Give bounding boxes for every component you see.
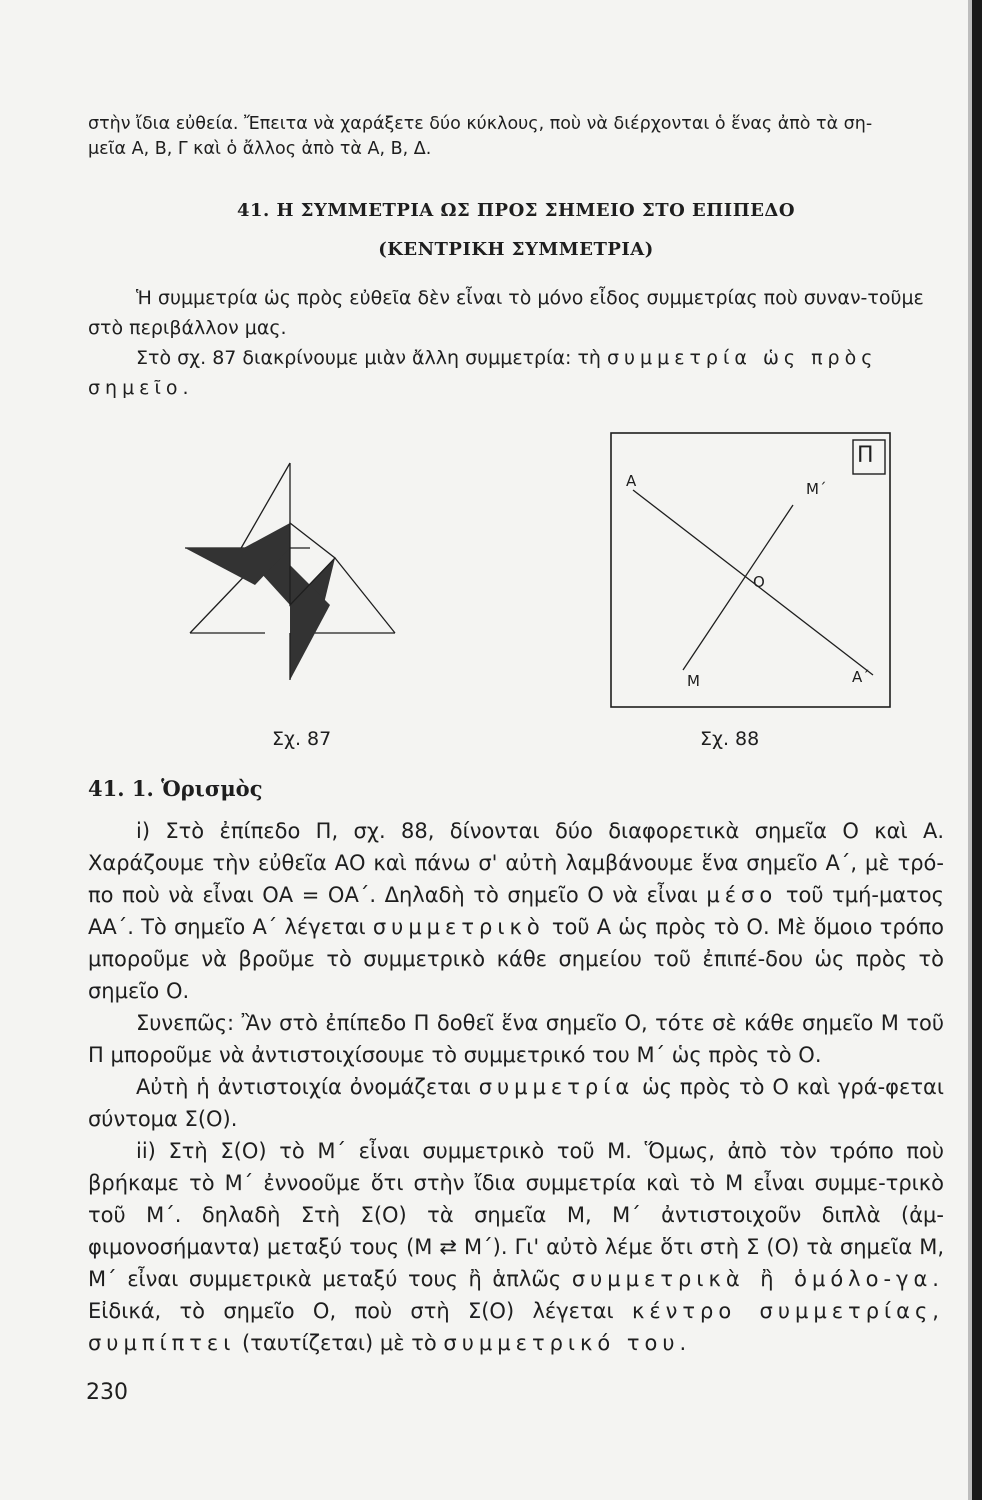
figure-88-label-O: Ο	[753, 573, 765, 591]
section-paragraph-2-start: Στὸ σχ. 87 διακρίνουμε μιὰν ἄλλη συμμετρία: τὴ	[136, 347, 601, 369]
definition-ii-spaced-3: συμπίπτει	[88, 1331, 236, 1355]
figure-87-caption: Σχ. 87	[272, 728, 332, 750]
section-body	[88, 283, 944, 403]
figure-88-label-A-prime: Α΄	[852, 668, 870, 686]
correspondence-spaced: συμμετρία	[478, 1075, 635, 1099]
consequence-paragraph: Συνεπῶς: Ἂν στὸ ἐπίπεδο Π δοθεῖ ἕνα σημεῖο Ο, τότε σὲ κάθε σημεῖο Μ τοῦ Π μποροῦμε νὰ ἀντιστοιχίσουμε τὸ συμμετρικό του Μ΄ ὡς πρὸς τὸ Ο.	[88, 1011, 944, 1067]
correspondence-text-1: Αὐτὴ ἡ ἀντιστοιχία ὀνομάζεται	[136, 1075, 471, 1099]
figure-88-label-M-prime: Μ΄	[806, 480, 827, 498]
page-number: 230	[86, 1380, 128, 1405]
figure-88-label-A: Α	[626, 472, 637, 490]
intro-line-1: στὴν ἴδια εὐθεία. Ἔπειτα νὰ χαράξετε δύο κύκλους, ποὺ νὰ διέρχονται ὁ ἕνας ἀπὸ τὰ ση-	[88, 114, 873, 134]
subsection	[88, 776, 944, 1359]
definition-ii-text-2: Εἰδικά, τὸ σημεῖο Ο, ποὺ στὴ Σ(Ο) λέγεται	[88, 1299, 614, 1323]
correspondence-paragraph	[88, 1071, 944, 1135]
section-paragraph-2	[88, 343, 944, 403]
definition-i-text-3: τοῦ Α ὡς πρὸς τὸ Ο. Μὲ ὅμοιο τρόπο μποροῦμε νὰ βροῦμε τὸ συμμετρικὸ κάθε σημείου τοῦ ἐπιπέ-δου ὡς πρὸς τὸ σημεῖο Ο.	[88, 915, 944, 1003]
figure-88-plane-label: Π	[857, 443, 874, 468]
definition-i-text-2: τοῦ τμή-ματος ΑΑ΄. Τὸ σημεῖο Α΄ λέγεται	[88, 883, 944, 939]
intro-text	[88, 112, 944, 162]
definition-i-text-1: i) Στὸ ἐπίπεδο Π, σχ. 88, δίνονται δύο διαφορετικὰ σημεῖα Ο καὶ Α. Χαράζουμε τὴν εὐθεῖα ΑΟ καὶ πάνω σ' αὐτὴ λαμβάνουμε ἕνα σημεῖο Α΄, μὲ τρό-πο ποὺ νὰ εἶναι ΟΑ = ΟΑ΄. Δηλαδὴ τὸ σημεῖο Ο νὰ εἶναι	[88, 819, 944, 907]
intro-line-2: μεῖα Α, Β, Γ καὶ ὁ ἄλλος ἀπὸ τὰ Α, Β, Δ.	[88, 139, 432, 159]
definition-ii-spaced-2: κέντρο συμμετρίας,	[631, 1299, 944, 1323]
section-subtitle: (ΚΕΝΤΡΙΚΗ ΣΥΜΜΕΤΡΙΑ)	[378, 239, 654, 260]
definition-paragraph-i	[88, 815, 944, 1007]
figure-88-caption: Σχ. 88	[700, 728, 760, 750]
section-heading	[88, 200, 944, 260]
section-paragraph-1: Ἡ συμμετρία ὡς πρὸς εὐθεῖα δὲν εἶναι τὸ μόνο εἶδος συμμετρίας ποὺ συναν-τοῦμε στὸ περιβάλλον μας.	[88, 287, 924, 339]
definition-i-spaced-2: συμμετρικὸ	[372, 915, 545, 939]
subsection-title: 41. 1. Ὁρισμὸς	[88, 776, 263, 801]
definition-paragraph-ii	[88, 1135, 944, 1359]
definition-ii-spaced-1: συμμετρικὰ ἢ ὁμόλο-γα.	[571, 1267, 944, 1291]
figure-88-plane	[608, 430, 893, 710]
definition-ii-text-1: ii) Στὴ Σ(Ο) τὸ Μ΄ εἶναι συμμετρικὸ τοῦ Μ. Ὅμως, ἀπὸ τὸν τρόπο ποὺ βρήκαμε τὸ Μ΄ ἐννοοῦμε ὅτι στὴν ἴδια συμμετρία καὶ τὸ Μ εἶναι συμμε-τρικὸ τοῦ Μ΄. δηλαδὴ Στὴ Σ(Ο) τὰ σημεῖα Μ, Μ΄ ἀντιστοιχοῦν διπλὰ (ἀμ-φιμονοσήμαντα) μεταξύ τους (Μ ⇄ Μ΄). Γι' αὐτὸ λέμε ὅτι στὴ Σ (Ο) τὰ σημεῖα Μ, Μ΄ εἶναι συμμετρικὰ μεταξύ τους ἢ ἁπλῶς	[88, 1139, 944, 1291]
figure-87-star	[185, 455, 405, 690]
correspondence-text-2: ὡς πρὸς τὸ Ο καὶ γρά-φεται σύντομα Σ(Ο).	[88, 1075, 944, 1131]
section-paragraph-2-spaced: συμμετρία ὡς πρὸς σημεῖο.	[88, 347, 878, 399]
definition-ii-spaced-4: συμμετρικό του.	[443, 1331, 692, 1355]
page-edge	[972, 0, 982, 1500]
section-title: 41. Η ΣΥΜΜΕΤΡΙΑ ΩΣ ΠΡΟΣ ΣΗΜΕΙΟ ΣΤΟ ΕΠΙΠΕΔΟ	[236, 200, 796, 221]
figure-88-label-M: Μ	[687, 672, 700, 690]
definition-i-spaced-1: μέσο	[706, 883, 778, 907]
definition-ii-text-3: (ταυτίζεται) μὲ τὸ	[242, 1331, 437, 1355]
